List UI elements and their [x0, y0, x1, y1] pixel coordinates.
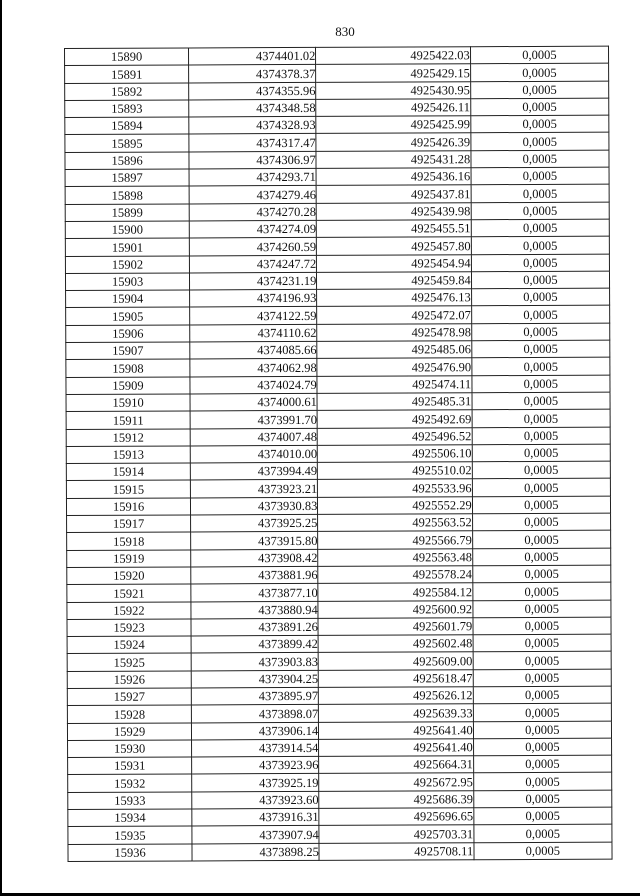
table-row — [67, 565, 611, 585]
table-row — [66, 479, 610, 499]
table-row — [66, 323, 610, 343]
y-coordinate-cell: 4925457.80 — [317, 237, 471, 255]
point-number-cell: 15908 — [66, 359, 190, 377]
y-coordinate-cell: 4925436.16 — [316, 168, 470, 186]
point-number-cell: 15894 — [65, 117, 189, 135]
table-row — [66, 306, 610, 326]
x-coordinate-cell: 4373891.26 — [191, 618, 318, 636]
x-coordinate-cell: 4374293.71 — [189, 168, 316, 186]
y-coordinate-cell: 4925602.48 — [318, 635, 472, 653]
y-coordinate-cell: 4925478.98 — [317, 323, 471, 341]
point-number-cell: 15890 — [65, 48, 189, 66]
tolerance-cell: 0,0005 — [472, 444, 610, 462]
y-coordinate-cell: 4925552.29 — [318, 496, 472, 514]
tolerance-cell: 0,0005 — [473, 773, 611, 791]
x-coordinate-cell: 4373908.42 — [191, 549, 318, 567]
point-number-cell: 15928 — [67, 705, 191, 723]
y-coordinate-cell: 4925485.06 — [317, 341, 471, 359]
point-number-cell: 15922 — [67, 601, 191, 619]
table-row — [65, 63, 609, 83]
y-coordinate-cell: 4925485.31 — [317, 393, 471, 411]
x-coordinate-cell: 4374348.58 — [189, 99, 316, 117]
tolerance-cell: 0,0005 — [472, 513, 610, 531]
table-row — [66, 340, 610, 360]
x-coordinate-cell: 4373898.07 — [192, 705, 319, 723]
table-row — [68, 738, 612, 758]
point-number-cell: 15899 — [65, 204, 189, 222]
tolerance-cell: 0,0005 — [470, 98, 608, 116]
tolerance-cell: 0,0005 — [472, 357, 610, 375]
y-coordinate-cell: 4925472.07 — [317, 306, 471, 324]
table-row — [67, 530, 611, 550]
point-number-cell: 15895 — [65, 134, 189, 152]
y-coordinate-cell: 4925696.65 — [319, 808, 473, 826]
x-coordinate-cell: 4373881.96 — [191, 566, 318, 584]
y-coordinate-cell: 4925609.00 — [318, 652, 472, 670]
point-number-cell: 15930 — [68, 740, 192, 758]
y-coordinate-cell: 4925641.40 — [319, 739, 473, 757]
y-coordinate-cell: 4925703.31 — [319, 825, 473, 843]
table-row — [66, 375, 610, 395]
tolerance-cell: 0,0005 — [472, 392, 610, 410]
tolerance-cell: 0,0005 — [474, 842, 612, 860]
point-number-cell: 15923 — [67, 619, 191, 637]
x-coordinate-cell: 4373925.19 — [192, 774, 319, 792]
table-row — [67, 634, 611, 654]
point-number-cell: 15897 — [65, 169, 189, 187]
point-number-cell: 15910 — [66, 394, 190, 412]
x-coordinate-cell: 4374247.72 — [190, 255, 317, 273]
x-coordinate-cell: 4374010.00 — [190, 445, 317, 463]
x-coordinate-cell: 4374378.37 — [189, 65, 316, 83]
table-row — [68, 824, 612, 844]
y-coordinate-cell: 4925476.90 — [317, 358, 471, 376]
y-coordinate-cell: 4925422.03 — [316, 47, 470, 65]
point-number-cell: 15913 — [66, 446, 190, 464]
table-row — [66, 392, 610, 412]
x-coordinate-cell: 4374122.59 — [190, 307, 317, 325]
tolerance-cell: 0,0005 — [471, 150, 609, 168]
point-number-cell: 15918 — [67, 532, 191, 550]
x-coordinate-cell: 4374306.97 — [189, 151, 316, 169]
y-coordinate-cell: 4925563.48 — [318, 548, 472, 566]
y-coordinate-cell: 4925426.11 — [316, 99, 470, 117]
y-coordinate-cell: 4925510.02 — [318, 462, 472, 480]
table-row — [67, 582, 611, 602]
table-row — [67, 703, 611, 723]
x-coordinate-cell: 4373930.83 — [191, 497, 318, 515]
x-coordinate-cell: 4374328.93 — [189, 117, 316, 135]
point-number-cell: 15904 — [66, 290, 190, 308]
point-number-cell: 15891 — [65, 65, 189, 83]
y-coordinate-cell: 4925601.79 — [318, 618, 472, 636]
y-coordinate-cell: 4925437.81 — [316, 185, 470, 203]
y-coordinate-cell: 4925430.95 — [316, 81, 470, 99]
table-row — [66, 357, 610, 377]
x-coordinate-cell: 4374355.96 — [189, 82, 316, 100]
point-number-cell: 15933 — [68, 792, 192, 810]
x-coordinate-cell: 4373923.60 — [192, 791, 319, 809]
y-coordinate-cell: 4925533.96 — [318, 479, 472, 497]
tolerance-cell: 0,0005 — [474, 824, 612, 842]
x-coordinate-cell: 4374085.66 — [190, 341, 317, 359]
tolerance-cell: 0,0005 — [473, 721, 611, 739]
x-coordinate-cell: 4373923.21 — [191, 480, 318, 498]
table-row — [65, 167, 609, 187]
tolerance-cell: 0,0005 — [472, 461, 610, 479]
table-row — [65, 271, 609, 291]
y-coordinate-cell: 4925566.79 — [318, 531, 472, 549]
x-coordinate-cell: 4373898.25 — [192, 843, 319, 861]
point-number-cell: 15901 — [65, 238, 189, 256]
x-coordinate-cell: 4374196.93 — [190, 290, 317, 308]
tolerance-cell: 0,0005 — [471, 271, 609, 289]
point-number-cell: 15914 — [66, 463, 190, 481]
point-number-cell: 15906 — [66, 325, 190, 343]
tolerance-cell: 0,0005 — [473, 582, 611, 600]
table-row — [67, 600, 611, 620]
point-number-cell: 15909 — [66, 377, 190, 395]
table-row — [67, 721, 611, 741]
table-row — [66, 427, 610, 447]
tolerance-cell: 0,0005 — [473, 617, 611, 635]
table-row — [68, 790, 612, 810]
table-row — [66, 461, 610, 481]
x-coordinate-cell: 4374274.09 — [189, 220, 316, 238]
y-coordinate-cell: 4925454.94 — [317, 254, 471, 272]
x-coordinate-cell: 4373906.14 — [192, 722, 319, 740]
x-coordinate-cell: 4373877.10 — [191, 584, 318, 602]
tolerance-cell: 0,0005 — [471, 202, 609, 220]
x-coordinate-cell: 4374279.46 — [189, 186, 316, 204]
x-coordinate-cell: 4374110.62 — [190, 324, 317, 342]
y-coordinate-cell: 4925563.52 — [318, 514, 472, 532]
tolerance-cell: 0,0005 — [473, 600, 611, 618]
tolerance-cell: 0,0005 — [471, 184, 609, 202]
table-row — [68, 755, 612, 775]
table-row — [68, 773, 612, 793]
y-coordinate-cell: 4925626.12 — [319, 687, 473, 705]
point-number-cell: 15900 — [65, 221, 189, 239]
y-coordinate-cell: 4925476.13 — [317, 289, 471, 307]
x-coordinate-cell: 4373991.70 — [190, 411, 317, 429]
y-coordinate-cell: 4925672.95 — [319, 773, 473, 791]
table-row — [67, 652, 611, 672]
y-coordinate-cell: 4925664.31 — [319, 756, 473, 774]
point-number-cell: 15934 — [68, 809, 192, 827]
x-coordinate-cell: 4373895.97 — [191, 687, 318, 705]
tolerance-cell: 0,0005 — [473, 790, 611, 808]
tolerance-cell: 0,0005 — [470, 46, 608, 64]
coordinates-table — [64, 46, 613, 862]
table-row — [67, 617, 611, 637]
table-row — [68, 842, 612, 862]
table-row — [66, 409, 610, 429]
tolerance-cell: 0,0005 — [472, 479, 610, 497]
point-number-cell: 15893 — [65, 100, 189, 118]
tolerance-cell: 0,0005 — [472, 375, 610, 393]
table-row — [65, 115, 609, 135]
tolerance-cell: 0,0005 — [472, 427, 610, 445]
table-row — [65, 46, 609, 66]
point-number-cell: 15919 — [67, 550, 191, 568]
tolerance-cell: 0,0005 — [471, 306, 609, 324]
table-row — [67, 686, 611, 706]
table-row — [65, 133, 609, 153]
x-coordinate-cell: 4373915.80 — [191, 532, 318, 550]
table-row — [65, 219, 609, 239]
y-coordinate-cell: 4925431.28 — [316, 151, 470, 169]
page-number: 830 — [335, 24, 355, 39]
y-coordinate-cell: 4925474.11 — [317, 375, 471, 393]
point-number-cell: 15902 — [65, 256, 189, 274]
y-coordinate-cell: 4925641.40 — [319, 721, 473, 739]
table-row — [65, 236, 609, 256]
x-coordinate-cell: 4373925.25 — [191, 514, 318, 532]
table-row — [65, 184, 609, 204]
y-coordinate-cell: 4925459.84 — [317, 272, 471, 290]
table-row — [65, 254, 609, 274]
point-number-cell: 15927 — [67, 688, 191, 706]
tolerance-cell: 0,0005 — [471, 115, 609, 133]
table-row — [65, 150, 609, 170]
y-coordinate-cell: 4925584.12 — [318, 583, 472, 601]
tolerance-cell: 0,0005 — [473, 703, 611, 721]
y-coordinate-cell: 4925492.69 — [317, 410, 471, 428]
tolerance-cell: 0,0005 — [472, 565, 610, 583]
y-coordinate-cell: 4925639.33 — [319, 704, 473, 722]
point-number-cell: 15920 — [67, 567, 191, 585]
x-coordinate-cell: 4373923.96 — [192, 757, 319, 775]
point-number-cell: 15926 — [67, 671, 191, 689]
x-coordinate-cell: 4374007.48 — [190, 428, 317, 446]
tolerance-cell: 0,0005 — [471, 288, 609, 306]
x-coordinate-cell: 4374270.28 — [189, 203, 316, 221]
tolerance-cell: 0,0005 — [473, 652, 611, 670]
tolerance-cell: 0,0005 — [472, 530, 610, 548]
point-number-cell: 15917 — [67, 515, 191, 533]
y-coordinate-cell: 4925439.98 — [316, 202, 470, 220]
point-number-cell: 15929 — [67, 723, 191, 741]
x-coordinate-cell: 4373994.49 — [190, 463, 317, 481]
point-number-cell: 15903 — [65, 273, 189, 291]
point-number-cell: 15935 — [68, 826, 192, 844]
x-coordinate-cell: 4373899.42 — [191, 635, 318, 653]
y-coordinate-cell: 4925686.39 — [319, 790, 473, 808]
table-row — [66, 288, 610, 308]
x-coordinate-cell: 4373907.94 — [192, 826, 319, 844]
tolerance-cell: 0,0005 — [472, 409, 610, 427]
y-coordinate-cell: 4925578.24 — [318, 566, 472, 584]
tolerance-cell: 0,0005 — [471, 254, 609, 272]
table-row — [65, 81, 609, 101]
tolerance-cell: 0,0005 — [474, 807, 612, 825]
y-coordinate-cell: 4925425.99 — [316, 116, 470, 134]
x-coordinate-cell: 4374062.98 — [190, 359, 317, 377]
tolerance-cell: 0,0005 — [470, 81, 608, 99]
point-number-cell: 15905 — [66, 307, 190, 325]
x-coordinate-cell: 4373904.25 — [191, 670, 318, 688]
point-number-cell: 15925 — [67, 653, 191, 671]
y-coordinate-cell: 4925455.51 — [317, 220, 471, 238]
tolerance-cell: 0,0005 — [471, 340, 609, 358]
tolerance-cell: 0,0005 — [472, 548, 610, 566]
y-coordinate-cell: 4925600.92 — [318, 600, 472, 618]
x-coordinate-cell: 4373880.94 — [191, 601, 318, 619]
x-coordinate-cell: 4373903.83 — [191, 653, 318, 671]
point-number-cell: 15931 — [68, 757, 192, 775]
table-row — [67, 548, 611, 568]
table-row — [65, 98, 609, 118]
tolerance-cell: 0,0005 — [473, 669, 611, 687]
tolerance-cell: 0,0005 — [471, 133, 609, 151]
tolerance-cell: 0,0005 — [471, 167, 609, 185]
x-coordinate-cell: 4374024.79 — [190, 376, 317, 394]
point-number-cell: 15892 — [65, 83, 189, 101]
tolerance-cell: 0,0005 — [473, 686, 611, 704]
point-number-cell: 15916 — [66, 498, 190, 516]
x-coordinate-cell: 4374317.47 — [189, 134, 316, 152]
table-row — [67, 513, 611, 533]
tolerance-cell: 0,0005 — [473, 755, 611, 773]
y-coordinate-cell: 4925496.52 — [317, 427, 471, 445]
tolerance-cell: 0,0005 — [473, 634, 611, 652]
x-coordinate-cell: 4373916.31 — [192, 808, 319, 826]
x-coordinate-cell: 4374401.02 — [189, 47, 316, 65]
table-row — [65, 202, 609, 222]
point-number-cell: 15915 — [66, 480, 190, 498]
point-number-cell: 15936 — [68, 844, 192, 862]
tolerance-cell: 0,0005 — [472, 496, 610, 514]
point-number-cell: 15896 — [65, 152, 189, 170]
tolerance-cell: 0,0005 — [473, 738, 611, 756]
tolerance-cell: 0,0005 — [470, 63, 608, 81]
y-coordinate-cell: 4925506.10 — [318, 445, 472, 463]
point-number-cell: 15924 — [67, 636, 191, 654]
x-coordinate-cell: 4373914.54 — [192, 739, 319, 757]
table-row — [66, 496, 610, 516]
y-coordinate-cell: 4925708.11 — [319, 842, 473, 860]
tolerance-cell: 0,0005 — [471, 236, 609, 254]
x-coordinate-cell: 4374260.59 — [189, 238, 316, 256]
y-coordinate-cell: 4925429.15 — [316, 64, 470, 82]
y-coordinate-cell: 4925618.47 — [319, 669, 473, 687]
point-number-cell: 15898 — [65, 186, 189, 204]
point-number-cell: 15921 — [67, 584, 191, 602]
point-number-cell: 15907 — [66, 342, 190, 360]
point-number-cell: 15912 — [66, 428, 190, 446]
point-number-cell: 15911 — [66, 411, 190, 429]
x-coordinate-cell: 4374000.61 — [190, 393, 317, 411]
y-coordinate-cell: 4925426.39 — [316, 133, 470, 151]
x-coordinate-cell: 4374231.19 — [190, 272, 317, 290]
point-number-cell: 15932 — [68, 774, 192, 792]
table-row — [67, 669, 611, 689]
table-row — [66, 444, 610, 464]
table-row — [68, 807, 612, 827]
tolerance-cell: 0,0005 — [471, 219, 609, 237]
tolerance-cell: 0,0005 — [471, 323, 609, 341]
coordinates-table-body — [65, 46, 613, 861]
